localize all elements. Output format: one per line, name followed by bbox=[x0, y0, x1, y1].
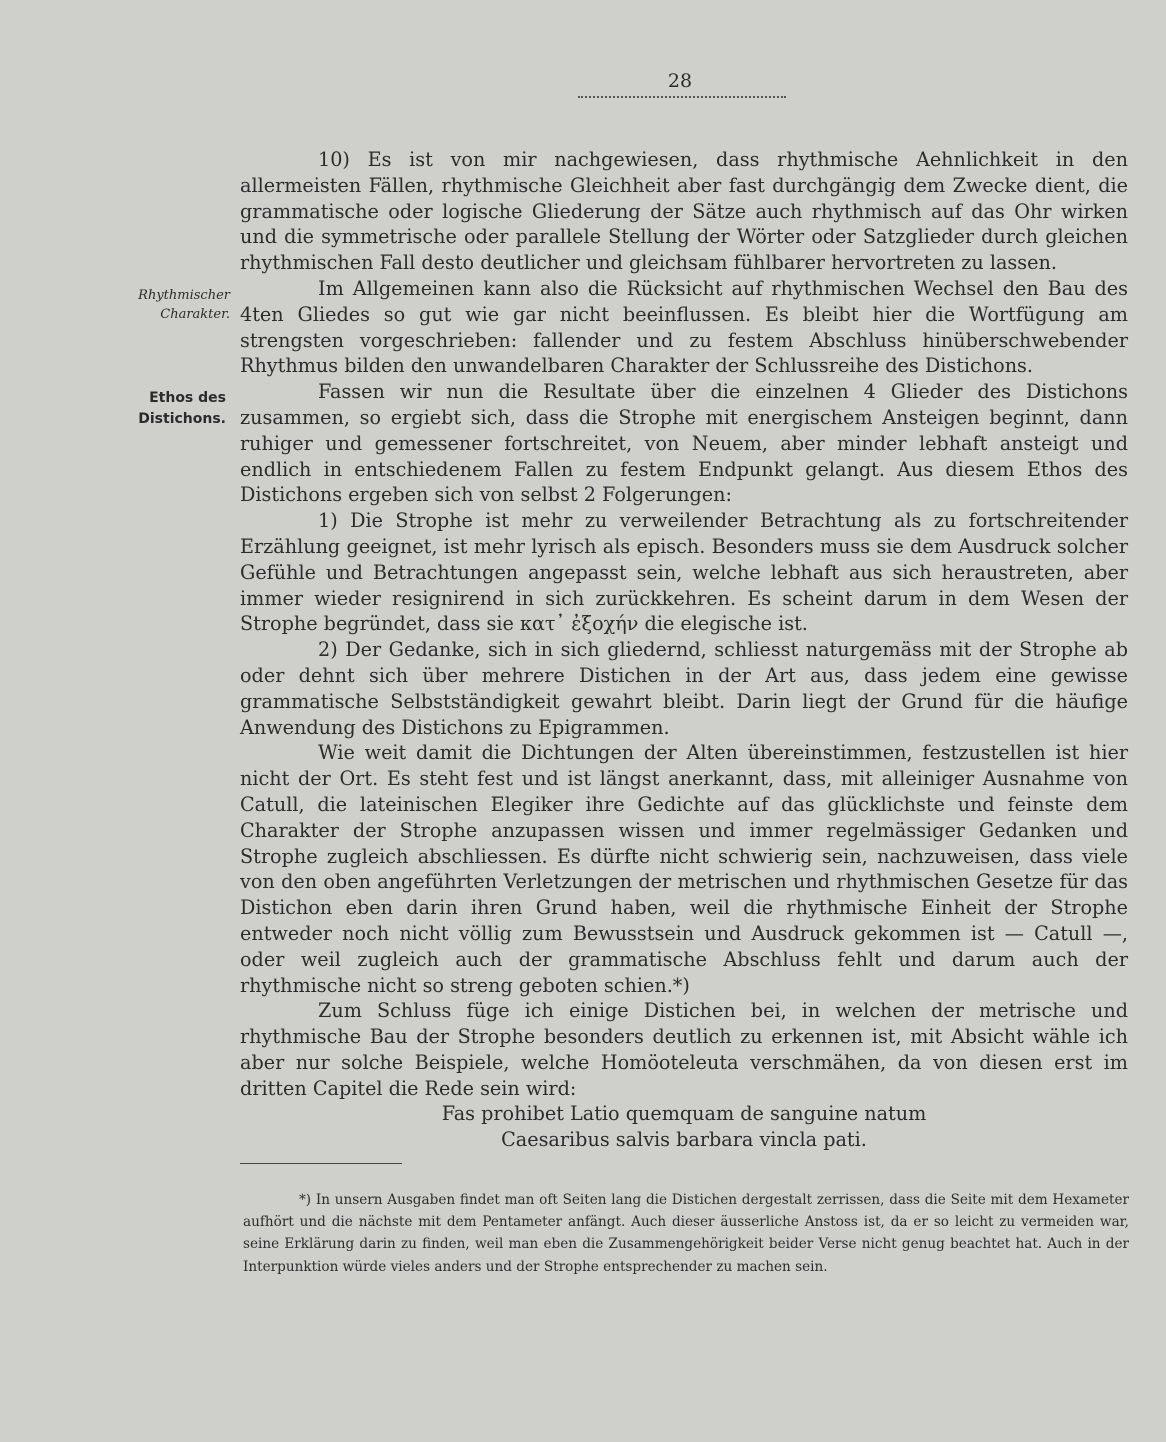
paragraph-examples: Zum Schluss füge ich einige Distichen bei, in welchen der metrische und rhythmische Bau der Strophe besonders deutlich zu erkennen ist, mit Absicht wähle ich aber nur solche Beispiele, welche Homöoteleuta verschmähen, da von diesen erst im dritten Capitel die Rede sein wird: bbox=[240, 999, 1128, 1100]
main-text bbox=[240, 147, 1128, 1153]
margin-note-rhythm bbox=[110, 286, 230, 324]
verse-pentameter: Caesaribus salvis barbara vincla pati. bbox=[501, 1128, 867, 1152]
margin-note-rhythm-line1: Rhythmischer bbox=[138, 288, 230, 303]
paragraph-conclusion-1: 1) Die Strophe ist mehr zu verweilender Betrachtung als zu fortschreitender Erzählung geeignet, ist mehr lyrisch als episch. Besonders muss sie dem Ausdruck solcher Gefühle und Betrachtungen angepasst sein, welche lebhaft aus sich heraustreten, aber immer wieder resignirend in sich zurückkehren. Es scheint darum in dem Wesen der Strophe begründet, dass sie κατ᾽ ἐξοχήν die elegische ist. bbox=[240, 509, 1128, 636]
paragraph-10: 10) Es ist von mir nachgewiesen, dass rhythmische Aehnlichkeit in den allermeisten Fällen, rhythmische Gleichheit aber fast durchgängig dem Zwecke dient, die grammatische oder logische Gliederung der Sätze auch rhythmisch auf das Ohr wirken und die symmetrische oder parallele Stellung der Wörter oder Satzglieder durch gleichen rhythmischen Fall desto deutlicher und gleichsam fühlbarer hervortreten zu lassen. bbox=[240, 148, 1128, 275]
footnote-text: *) In unsern Ausgaben findet man oft Seiten lang die Distichen dergestalt zerrissen, dass die Seite mit dem Hexameter aufhört und die nächste mit dem Pentameter anfängt. Auch dieser äusserliche Anstoss ist, da er so leicht zu vermeiden war, seine Erklärung darin zu finden, weil man eben die Zusammengehörigkeit beider Verse nicht genug beachtet hat. Auch in der Interpunktion würde vieles anders und der Strophe entsprechender zu machen sein. bbox=[243, 1192, 1129, 1275]
paragraph-ethos: Fassen wir nun die Resultate über die einzelnen 4 Glieder des Distichons zusammen, so ergiebt sich, dass die Strophe mit energischem Ansteigen beginnt, dann ruhiger und gemessener fortschreitet, von Neuem, aber minder lebhaft ansteigt und endlich in entschiedenem Fallen zu festem Endpunkt gelangt. Aus diesem Ethos des Distichons ergeben sich von selbst 2 Folgerungen: bbox=[240, 380, 1128, 507]
footnote bbox=[243, 1189, 1129, 1278]
footnote-rule bbox=[240, 1163, 402, 1164]
margin-note-ethos-line2: Distichons. bbox=[138, 411, 226, 427]
margin-note-ethos-line1: Ethos des bbox=[149, 390, 226, 406]
paragraph-rhythm: Im Allgemeinen kann also die Rücksicht auf rhythmischen Wechsel den Bau des 4ten Gliedes so gut wie gar nicht beeinflussen. Es bleibt hier die Wortfügung am strengsten vorgeschrieben: fallender und zu festem Abschluss hinüberschwebender Rhythmus bilden den unwandelbaren Charakter der Schlussreihe des Distichons. bbox=[240, 276, 1128, 378]
page-number: 28 bbox=[667, 70, 693, 92]
paragraph-conclusion-2: 2) Der Gedanke, sich in sich gliedernd, schliesst naturgemäss mit der Strophe ab oder dehnt sich über mehrere Distichen in der Art aus, dass jedem eine gewisse grammatische Selbstständigkeit gewahrt bleibt. Darin liegt der Grund für die häufige Anwendung des Distichons zu Epigrammen. bbox=[240, 638, 1128, 739]
margin-note-ethos bbox=[106, 388, 226, 430]
margin-note-rhythm-line2: Charakter. bbox=[160, 307, 230, 322]
paragraph-poets: Wie weit damit die Dichtungen der Alten übereinstimmen, festzustellen ist hier nicht der Ort. Es steht fest und ist längst anerkannt, dass, mit alleiniger Ausnahme von Catull, die lateinischen Elegiker ihre Gedichte auf das glücklichste und feinste dem Charakter der Strophe anzupassen wissen und immer regelmässiger Gedanken und Strophe zugleich abschliessen. Es dürfte nicht schwierig sein, nachzuweisen, dass viele von den oben angeführten Verletzungen der metrischen und rhythmischen Gesetze für das Distichon eben darin ihren Grund haben, weil die rhythmische Einheit der Strophe entweder noch nicht völlig zum Bewusstsein und Ausdruck gekommen ist — Catull —, oder weil zugleich auch der grammatische Abschluss fehlt und darum auch der rhythmische nicht so streng geboten schien.*) bbox=[240, 741, 1128, 997]
verse-hexameter: Fas prohibet Latio quemquam de sanguine natum bbox=[441, 1102, 927, 1126]
header-ornament-rule bbox=[578, 92, 786, 98]
